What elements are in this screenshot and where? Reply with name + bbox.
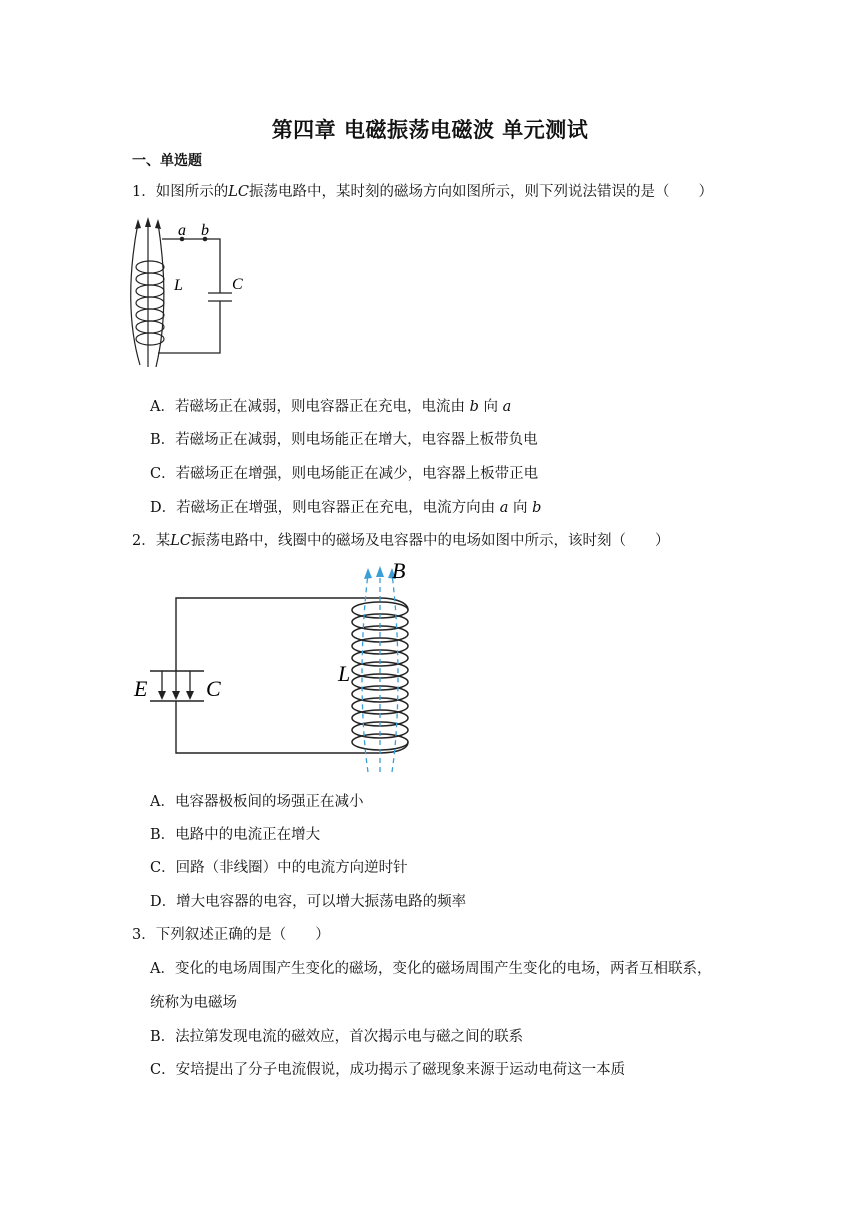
label-L: L <box>338 661 351 686</box>
label-L: L <box>174 277 183 294</box>
q1-option-a[interactable]: A．若磁场正在减弱，则电容器正在充电，电流由 b 向 a <box>150 399 512 415</box>
q3-option-a-continued: 统称为电磁场 <box>150 995 237 1011</box>
q1-option-b[interactable]: B．若磁场正在减弱，则电场能正在增大，电容器上板带负电 <box>150 432 538 448</box>
question-1-stem: 1．如图所示的LC振荡电路中，某时刻的磁场方向如图所示，则下列说法错误的是（ ） <box>132 184 713 200</box>
question-number: 3． <box>132 927 156 943</box>
q3-option-a[interactable]: A．变化的电场周围产生变化的磁场，变化的磁场周围产生变化的电场，两者互相联系， <box>150 961 712 977</box>
q1-option-d[interactable]: D．若磁场正在增强，则电容器正在充电，电流方向由 a 向 b <box>150 500 542 516</box>
q2-option-d[interactable]: D．增大电容器的电容，可以增大振荡电路的频率 <box>150 894 467 910</box>
label-E: E <box>134 676 148 701</box>
page-title: 第四章 电磁振荡电磁波 单元测试 <box>271 118 589 142</box>
question-number: 1． <box>132 184 156 200</box>
lc-circuit-figure-2 <box>128 558 428 778</box>
label-C: C <box>232 276 243 293</box>
q3-option-b[interactable]: B．法拉第发现电流的磁效应，首次揭示电与磁之间的联系 <box>150 1029 524 1045</box>
q3-option-c[interactable]: C．安培提出了分子电流假说，成功揭示了磁现象来源于运动电荷这一本质 <box>150 1062 626 1078</box>
label-B: B <box>392 558 406 583</box>
q2-option-c[interactable]: C．回路（非线圈）中的电流方向逆时针 <box>150 860 408 876</box>
q2-option-a[interactable]: A．电容器极板间的场强正在减小 <box>150 794 364 810</box>
lc-circuit-figure-1 <box>122 215 252 375</box>
question-3-stem: 3．下列叙述正确的是（ ） <box>132 927 330 943</box>
question-2-stem: 2．某LC振荡电路中，线圈中的磁场及电容器中的电场如图中所示，该时刻（ ） <box>132 533 670 549</box>
q2-option-b[interactable]: B．电路中的电流正在增大 <box>150 827 321 843</box>
label-C: C <box>206 676 221 701</box>
question-number: 2． <box>132 533 156 549</box>
label-b: b <box>201 222 209 239</box>
q1-option-c[interactable]: C．若磁场正在增强，则电场能正在减少，电容器上板带正电 <box>150 466 539 482</box>
label-a: a <box>178 222 186 239</box>
section-heading: 一、单选题 <box>132 153 202 169</box>
